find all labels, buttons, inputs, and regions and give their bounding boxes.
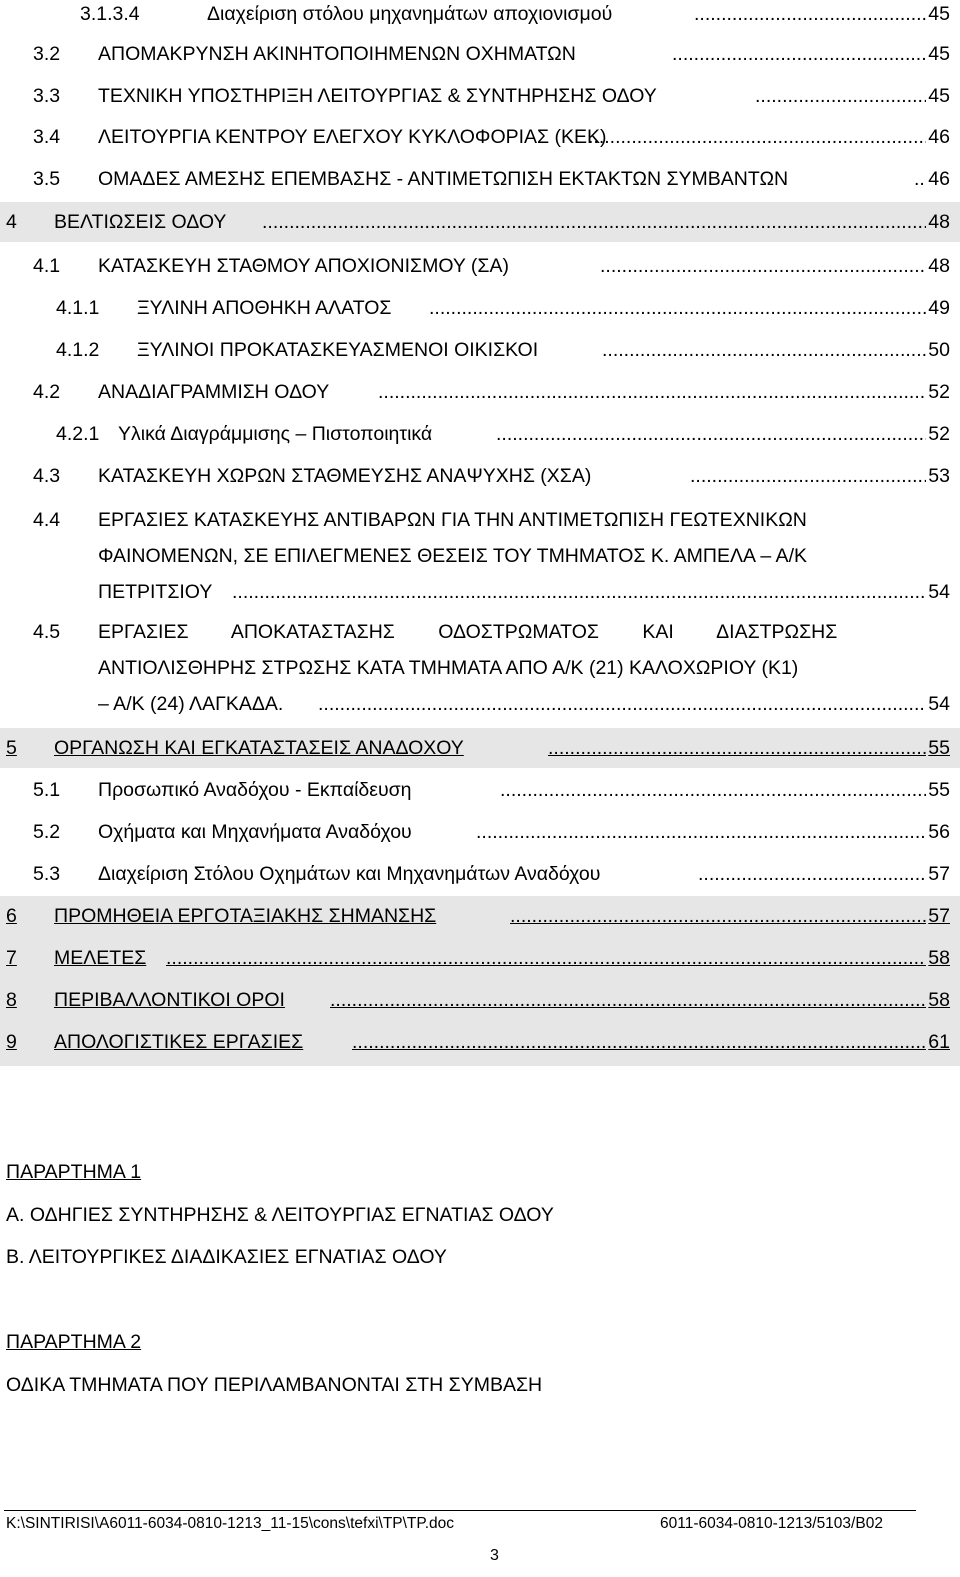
toc-title-line-2: ΦΑΙΝΟΜΕΝΩΝ, ΣΕ ΕΠΙΛΕΓΜΕΝΕΣ ΘΕΣΕΙΣ ΤΟΥ ΤΜΗΜΑΤΟΣ Κ. ΑΜΠΕΛΑ – Α/Κ bbox=[98, 545, 807, 567]
toc-title: ΟΡΓΑΝΩΣΗ ΚΑΙ ΕΓΚΑΤΑΣΤΑΣΕΙΣ ΑΝΑΔΟΧΟΥ bbox=[54, 737, 464, 759]
toc-page: 58 bbox=[928, 989, 950, 1011]
toc-page: 54 bbox=[928, 693, 950, 715]
toc-title: Διαχείριση Στόλου Οχημάτων και Μηχανημάτων Αναδόχου bbox=[98, 863, 601, 885]
toc-leader bbox=[476, 812, 926, 852]
toc-title: ΚΑΤΑΣΚΕΥΗ ΣΤΑΘΜΟΥ ΑΠΟΧΙΟΝΙΣΜΟΥ (ΣΑ) bbox=[98, 255, 509, 277]
toc-leader bbox=[166, 938, 926, 978]
footer-file-path: K:\SINTIRISI\A6011-6034-0810-1213_11-15\cons\tefxi\TP\TP.doc bbox=[6, 1515, 455, 1532]
toc-title: ΠΕΡΙΒΑΛΛΟΝΤΙΚΟΙ ΟΡΟΙ bbox=[54, 989, 285, 1011]
toc-title-line-1: ΕΡΓΑΣΙΕΣ ΚΑΤΑΣΚΕΥΗΣ ΑΝΤΙΒΑΡΩΝ ΓΙΑ ΤΗΝ ΑΝΤΙΜΕΤΩΠΙΣΗ ΓΕΩΤΕΧΝΙΚΩΝ bbox=[98, 509, 807, 531]
toc-leader bbox=[232, 574, 926, 610]
toc-leader bbox=[602, 330, 926, 370]
toc-leader bbox=[496, 414, 926, 454]
toc-page: 46 bbox=[928, 168, 950, 190]
toc-entry-9[interactable] bbox=[0, 1022, 960, 1066]
toc-page: 61 bbox=[928, 1031, 950, 1053]
toc-number: 4.5 bbox=[33, 621, 61, 643]
toc-title: ΤΕΧΝΙΚΗ ΥΠΟΣΤΗΡΙΞΗ ΛΕΙΤΟΥΡΓΙΑΣ & ΣΥΝΤΗΡΗΣΗΣ ΟΔΟΥ bbox=[98, 85, 657, 107]
toc-entry-4-3[interactable] bbox=[0, 456, 960, 496]
toc-entry-4-2[interactable] bbox=[0, 372, 960, 412]
toc-page: 52 bbox=[928, 381, 950, 403]
toc-title: ΑΠΟΛΟΓΙΣΤΙΚΕΣ ΕΡΓΑΣΙΕΣ bbox=[54, 1031, 304, 1053]
toc-leader bbox=[318, 686, 926, 722]
toc-title: ΛΕΙΤΟΥΡΓΙΑ ΚΕΝΤΡΟΥ ΕΛΕΓΧΟΥ ΚΥΚΛΟΦΟΡΙΑΣ (ΚΕΚ) bbox=[98, 126, 607, 148]
toc-title-line-2: ΑΝΤΙΟΛΙΣΘΗΡΗΣ ΣΤΡΩΣΗΣ ΚΑΤΑ ΤΜΗΜΑΤΑ ΑΠΟ Α/Κ (21) ΚΑΛΟΧΩΡΙΟΥ (Κ1) bbox=[98, 657, 799, 679]
toc-leader bbox=[500, 770, 926, 810]
toc-number: 4.2.1 bbox=[56, 423, 100, 445]
toc-number: 9 bbox=[6, 1031, 17, 1053]
appendix-2-item: ΟΔΙΚΑ ΤΜΗΜΑΤΑ ΠΟΥ ΠΕΡΙΛΑΜΒΑΝΟΝΤΑΙ ΣΤΗ ΣΥΜΒΑΣΗ bbox=[6, 1374, 543, 1396]
appendix-1-heading: ΠΑΡΑΡΤΗΜΑ 1 bbox=[6, 1161, 142, 1183]
toc-number: 3.1.3.4 bbox=[80, 3, 140, 25]
toc-title: ΑΝΑΔΙΑΓΡΑΜΜΙΣΗ ΟΔΟΥ bbox=[98, 381, 330, 403]
toc-number: 4.1.1 bbox=[56, 297, 100, 319]
toc-leader bbox=[600, 246, 926, 286]
toc-entry-4-5[interactable] bbox=[0, 614, 960, 726]
toc-leader bbox=[262, 202, 926, 242]
toc-title: Διαχείριση στόλου μηχανημάτων αποχιονισμού bbox=[207, 3, 613, 25]
toc-page: 58 bbox=[928, 947, 950, 969]
toc-number: 4.1.2 bbox=[56, 339, 100, 361]
toc-number: 4.1 bbox=[33, 255, 61, 277]
toc-number: 6 bbox=[6, 905, 17, 927]
toc-page: 45 bbox=[928, 3, 950, 25]
toc-page: 45 bbox=[928, 85, 950, 107]
toc-entry-6[interactable] bbox=[0, 896, 960, 938]
toc-entry-4[interactable] bbox=[0, 202, 960, 242]
toc-entry-7[interactable] bbox=[0, 938, 960, 980]
toc-number: 3.2 bbox=[33, 43, 61, 65]
toc-page: 53 bbox=[928, 465, 950, 487]
toc-entry-3-4[interactable] bbox=[0, 117, 960, 157]
toc-leader bbox=[352, 1022, 926, 1062]
toc-title: ΟΜΑΔΕΣ ΑΜΕΣΗΣ ΕΠΕΜΒΑΣΗΣ - ΑΝΤΙΜΕΤΩΠΙΣΗ ΕΚΤΑΚΤΩΝ ΣΥΜΒΑΝΤΩΝ bbox=[98, 168, 789, 190]
toc-entry-8[interactable] bbox=[0, 980, 960, 1022]
toc-leader bbox=[672, 34, 926, 74]
toc-entry-4-1-2[interactable] bbox=[0, 330, 960, 370]
appendix-1-item-b: Β. ΛΕΙΤΟΥΡΓΙΚΕΣ ΔΙΑΔΙΚΑΣΙΕΣ ΕΓΝΑΤΙΑΣ ΟΔΟΥ bbox=[6, 1246, 447, 1268]
toc-page: 56 bbox=[928, 821, 950, 843]
toc-page: 57 bbox=[928, 905, 950, 927]
toc-number: 5.2 bbox=[33, 821, 61, 843]
toc-number: 3.4 bbox=[33, 126, 61, 148]
appendix-2-heading: ΠΑΡΑΡΤΗΜΑ 2 bbox=[6, 1331, 142, 1353]
toc-title: ΜΕΛΕΤΕΣ bbox=[54, 947, 147, 969]
appendix-1-item-a: Α. ΟΔΗΓΙΕΣ ΣΥΝΤΗΡΗΣΗΣ & ΛΕΙΤΟΥΡΓΙΑΣ ΕΓΝΑΤΙΑΣ ΟΔΟΥ bbox=[6, 1204, 554, 1226]
toc-title: ΞΥΛΙΝΗ ΑΠΟΘΗΚΗ ΑΛΑΤΟΣ bbox=[137, 297, 392, 319]
toc-page: 46 bbox=[928, 126, 950, 148]
toc-leader bbox=[548, 728, 926, 768]
toc-page: 55 bbox=[928, 737, 950, 759]
toc-page: 49 bbox=[928, 297, 950, 319]
toc-title: ΑΠΟΜΑΚΡΥΝΣΗ ΑΚΙΝΗΤΟΠΟΙΗΜΕΝΩΝ ΟΧΗΜΑΤΩΝ bbox=[98, 43, 576, 65]
toc-entry-3-3[interactable] bbox=[0, 76, 960, 116]
toc-number: 5 bbox=[6, 737, 17, 759]
toc-entry-5-3[interactable] bbox=[0, 854, 960, 894]
toc-leader bbox=[510, 896, 926, 936]
toc-leader bbox=[914, 159, 926, 199]
toc-leader bbox=[429, 288, 926, 328]
toc-page: 57 bbox=[928, 863, 950, 885]
toc-page: 55 bbox=[928, 779, 950, 801]
toc-leader bbox=[378, 372, 926, 412]
toc-leader bbox=[690, 456, 926, 496]
footer-divider bbox=[4, 1510, 916, 1511]
toc-entry-4-2-1[interactable] bbox=[0, 414, 960, 454]
toc-title-line-3: ΠΕΤΡΙΤΣΙΟΥ bbox=[98, 581, 213, 603]
toc-leader bbox=[588, 117, 926, 157]
footer-document-code: 6011-6034-0810-1213/5103/Β02 bbox=[660, 1515, 883, 1532]
toc-page: 54 bbox=[928, 581, 950, 603]
toc-entry-5-2[interactable] bbox=[0, 812, 960, 852]
toc-number: 4 bbox=[6, 211, 17, 233]
toc-title: ΒΕΛΤΙΩΣΕΙΣ ΟΔΟΥ bbox=[54, 211, 227, 233]
toc-leader bbox=[694, 0, 926, 34]
toc-leader bbox=[330, 980, 926, 1020]
toc-title: Υλικά Διαγράμμισης – Πιστοποιητικά bbox=[118, 423, 433, 445]
toc-number: 8 bbox=[6, 989, 17, 1011]
toc-number: 5.3 bbox=[33, 863, 61, 885]
toc-page: 45 bbox=[928, 43, 950, 65]
toc-leader bbox=[698, 854, 926, 894]
toc-number: 4.2 bbox=[33, 381, 61, 403]
toc-number: 4.3 bbox=[33, 465, 61, 487]
toc-entry-4-4[interactable] bbox=[0, 502, 960, 614]
toc-title: Οχήματα και Μηχανήματα Αναδόχου bbox=[98, 821, 412, 843]
toc-number: 3.5 bbox=[33, 168, 61, 190]
toc-title-line-3: – Α/Κ (24) ΛΑΓΚΑΔΑ. bbox=[98, 693, 284, 715]
toc-entry-4-1[interactable] bbox=[0, 246, 960, 286]
toc-number: 5.1 bbox=[33, 779, 61, 801]
toc-title: Προσωπικό Αναδόχου - Εκπαίδευση bbox=[98, 779, 412, 801]
toc-title: ΚΑΤΑΣΚΕΥΗ ΧΩΡΩΝ ΣΤΑΘΜΕΥΣΗΣ ΑΝΑΨΥΧΗΣ (ΧΣΑ) bbox=[98, 465, 592, 487]
page-number: 3 bbox=[490, 1547, 499, 1564]
toc-entry-3-2[interactable] bbox=[0, 34, 960, 74]
toc-page: 48 bbox=[928, 255, 950, 277]
toc-number: 4.4 bbox=[33, 509, 61, 531]
toc-title: ΞΥΛΙΝΟΙ ΠΡΟΚΑΤΑΣΚΕΥΑΣΜΕΝΟΙ ΟΙΚΙΣΚΟΙ bbox=[137, 339, 539, 361]
toc-leader bbox=[755, 76, 926, 116]
toc-entry-3-5[interactable] bbox=[0, 159, 960, 199]
toc-page: 52 bbox=[928, 423, 950, 445]
toc-entry-5[interactable] bbox=[0, 728, 960, 768]
toc-number: 3.3 bbox=[33, 85, 61, 107]
toc-title-line-1: ΕΡΓΑΣΙΕΣ ΑΠΟΚΑΤΑΣΤΑΣΗΣ ΟΔΟΣΤΡΩΜΑΤΟΣ ΚΑΙ ΔΙΑΣΤΡΩΣΗΣ bbox=[98, 621, 838, 643]
toc-page: 48 bbox=[928, 211, 950, 233]
toc-entry-4-1-1[interactable] bbox=[0, 288, 960, 328]
toc-title: ΠΡΟΜΗΘΕΙΑ ΕΡΓΟΤΑΞΙΑΚΗΣ ΣΗΜΑΝΣΗΣ bbox=[54, 905, 437, 927]
toc-number: 7 bbox=[6, 947, 17, 969]
toc-entry-3-1-3-4[interactable] bbox=[0, 0, 960, 34]
toc-page: 50 bbox=[928, 339, 950, 361]
toc-entry-5-1[interactable] bbox=[0, 770, 960, 810]
